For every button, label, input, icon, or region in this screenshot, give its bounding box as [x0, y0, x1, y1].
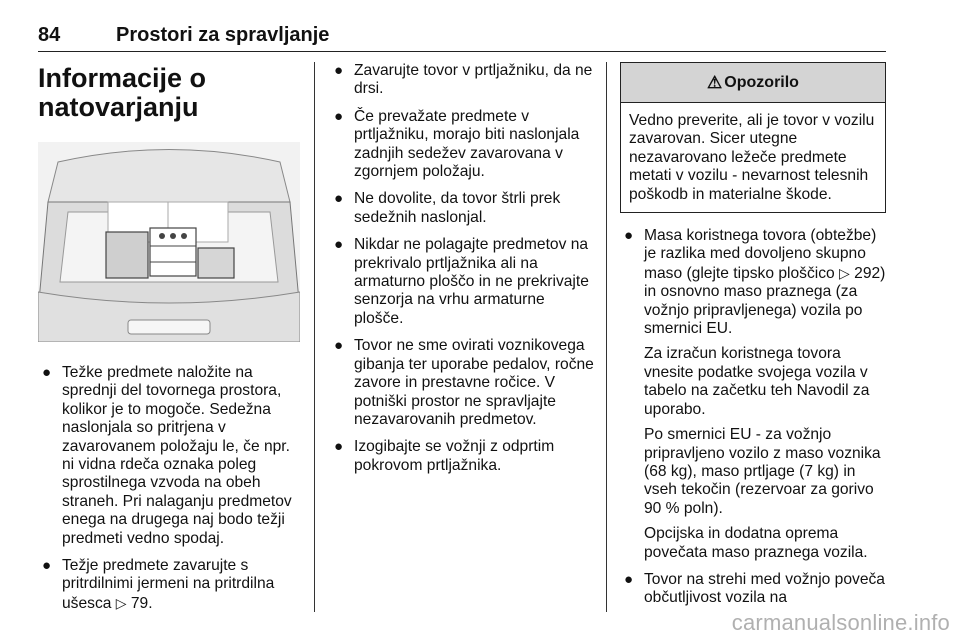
warning-triangle-icon: ⚠	[707, 72, 723, 92]
list-item: ● Nikdar ne polagajte predmetov na prekrivalo prtljažnika ali na armaturno ploščo in ne prekrivajte senzorja na vrhu armaturne plošče.	[334, 236, 589, 327]
payload-info-list	[620, 227, 888, 608]
list-item: ● Če prevažate predmete v prtljažniku, morajo biti naslonjala zadnjih sedežev zavarovana v zgornjem položaju.	[334, 107, 580, 181]
column-1	[38, 62, 300, 622]
arrow-ref-icon: ▷	[839, 264, 850, 281]
list-item: ● Izogibajte se vožnji z odprtim pokrovom prtljažnika.	[334, 438, 555, 474]
warning-title: Opozorilo	[724, 73, 799, 91]
list-item: ● Težke predmete naložite na sprednji del tovornega prostora, kolikor je to mogoče. Sedežna naslonjala so pritrjena v zavarovanem položaju le, če npr. ni vidna rdeča oznaka poleg sprostilnega vzvoda na obeh straneh. Pri nalaganju predmetov enega na drugega naj bodo težji predmeti vedno spodaj.	[42, 364, 292, 547]
column-divider-1	[314, 62, 315, 612]
list-item: ● Težje predmete zavarujte s pritrdilnimi jermeni na pritrdilna ušesca ▷ 79.	[42, 557, 275, 612]
list-item: ● Zavarujte tovor v prtljažniku, da ne drsi.	[334, 62, 593, 98]
column-divider-2	[606, 62, 607, 612]
loading-tips-list-1	[38, 364, 300, 613]
list-item: ● Masa koristnega tovora (obtežbe) je razlika med dovoljeno skupno maso (glejte tipsko ploščico ▷ 292) in osnovno maso praznega (za vožnjo pripravljenega) vozila po smernici EU. Za izračun koristnega tovora vnesite podatke svojega vozila v tabelo na začetku teh Navodil za uporabo. Po smernici EU - za vožnjo pripravljeno vozilo z maso voznika (68 kg), maso prtljage (7 kg) in vseh tekočin (rezervoar za gorivo 90 % poln). Opcijska in dodatna oprema povečata maso praznega vozila.	[620, 227, 888, 562]
list-item: ● Ne dovolite, da tovor štrli prek sedežnih naslonjal.	[334, 190, 561, 226]
sub-paragraph: Opcijska in dodatna oprema povečata maso praznega vozila.	[644, 525, 868, 561]
section-title: Informacije o natovarjanju	[38, 63, 207, 122]
watermark: carmanualsonline.info	[731, 610, 950, 635]
list-item: ● Tovor na strehi med vožnjo poveča občutljivost vozila na	[624, 570, 885, 607]
warning-header	[621, 63, 885, 103]
trunk-loading-illustration	[38, 142, 300, 342]
warning-box	[620, 62, 886, 213]
chapter-title: Prostori za spravljanje	[116, 24, 330, 46]
list-item: ● Tovor ne sme ovirati voznikovega gibanja ter uporabe pedalov, ročne zavore in prestavne ročice. V potniški prostor ne spravljajte nezavarovanih predmetov.	[334, 337, 594, 428]
column-2	[330, 62, 596, 484]
loading-tips-list-2	[330, 62, 596, 475]
page-reference-link[interactable]: 79.	[130, 594, 153, 612]
arrow-ref-icon: ▷	[115, 594, 127, 611]
sub-paragraph: Za izračun koristnega tovora vnesite podatke svojega vozila v tabelo na začetku teh Navodil za uporabo.	[644, 345, 870, 418]
page-reference-link[interactable]: 292	[854, 264, 881, 282]
page-number: 84	[38, 24, 61, 46]
warning-body: Vedno preverite, ali je tovor v vozilu zavarovan. Sicer utegne nezavarovano ležeče predmete metati v vozilu - nevarnost telesnih poškodb in materialne škode.	[629, 112, 875, 203]
page-header	[38, 22, 886, 52]
column-3	[620, 62, 888, 617]
car-trunk-drawing	[38, 142, 300, 342]
sub-paragraph: Po smernici EU - za vožnjo pripravljeno vozilo z maso voznika (68 kg), maso prtljage (7 kg) in vseh tekočin (rezervoar za gorivo 90 % poln).	[644, 426, 881, 517]
